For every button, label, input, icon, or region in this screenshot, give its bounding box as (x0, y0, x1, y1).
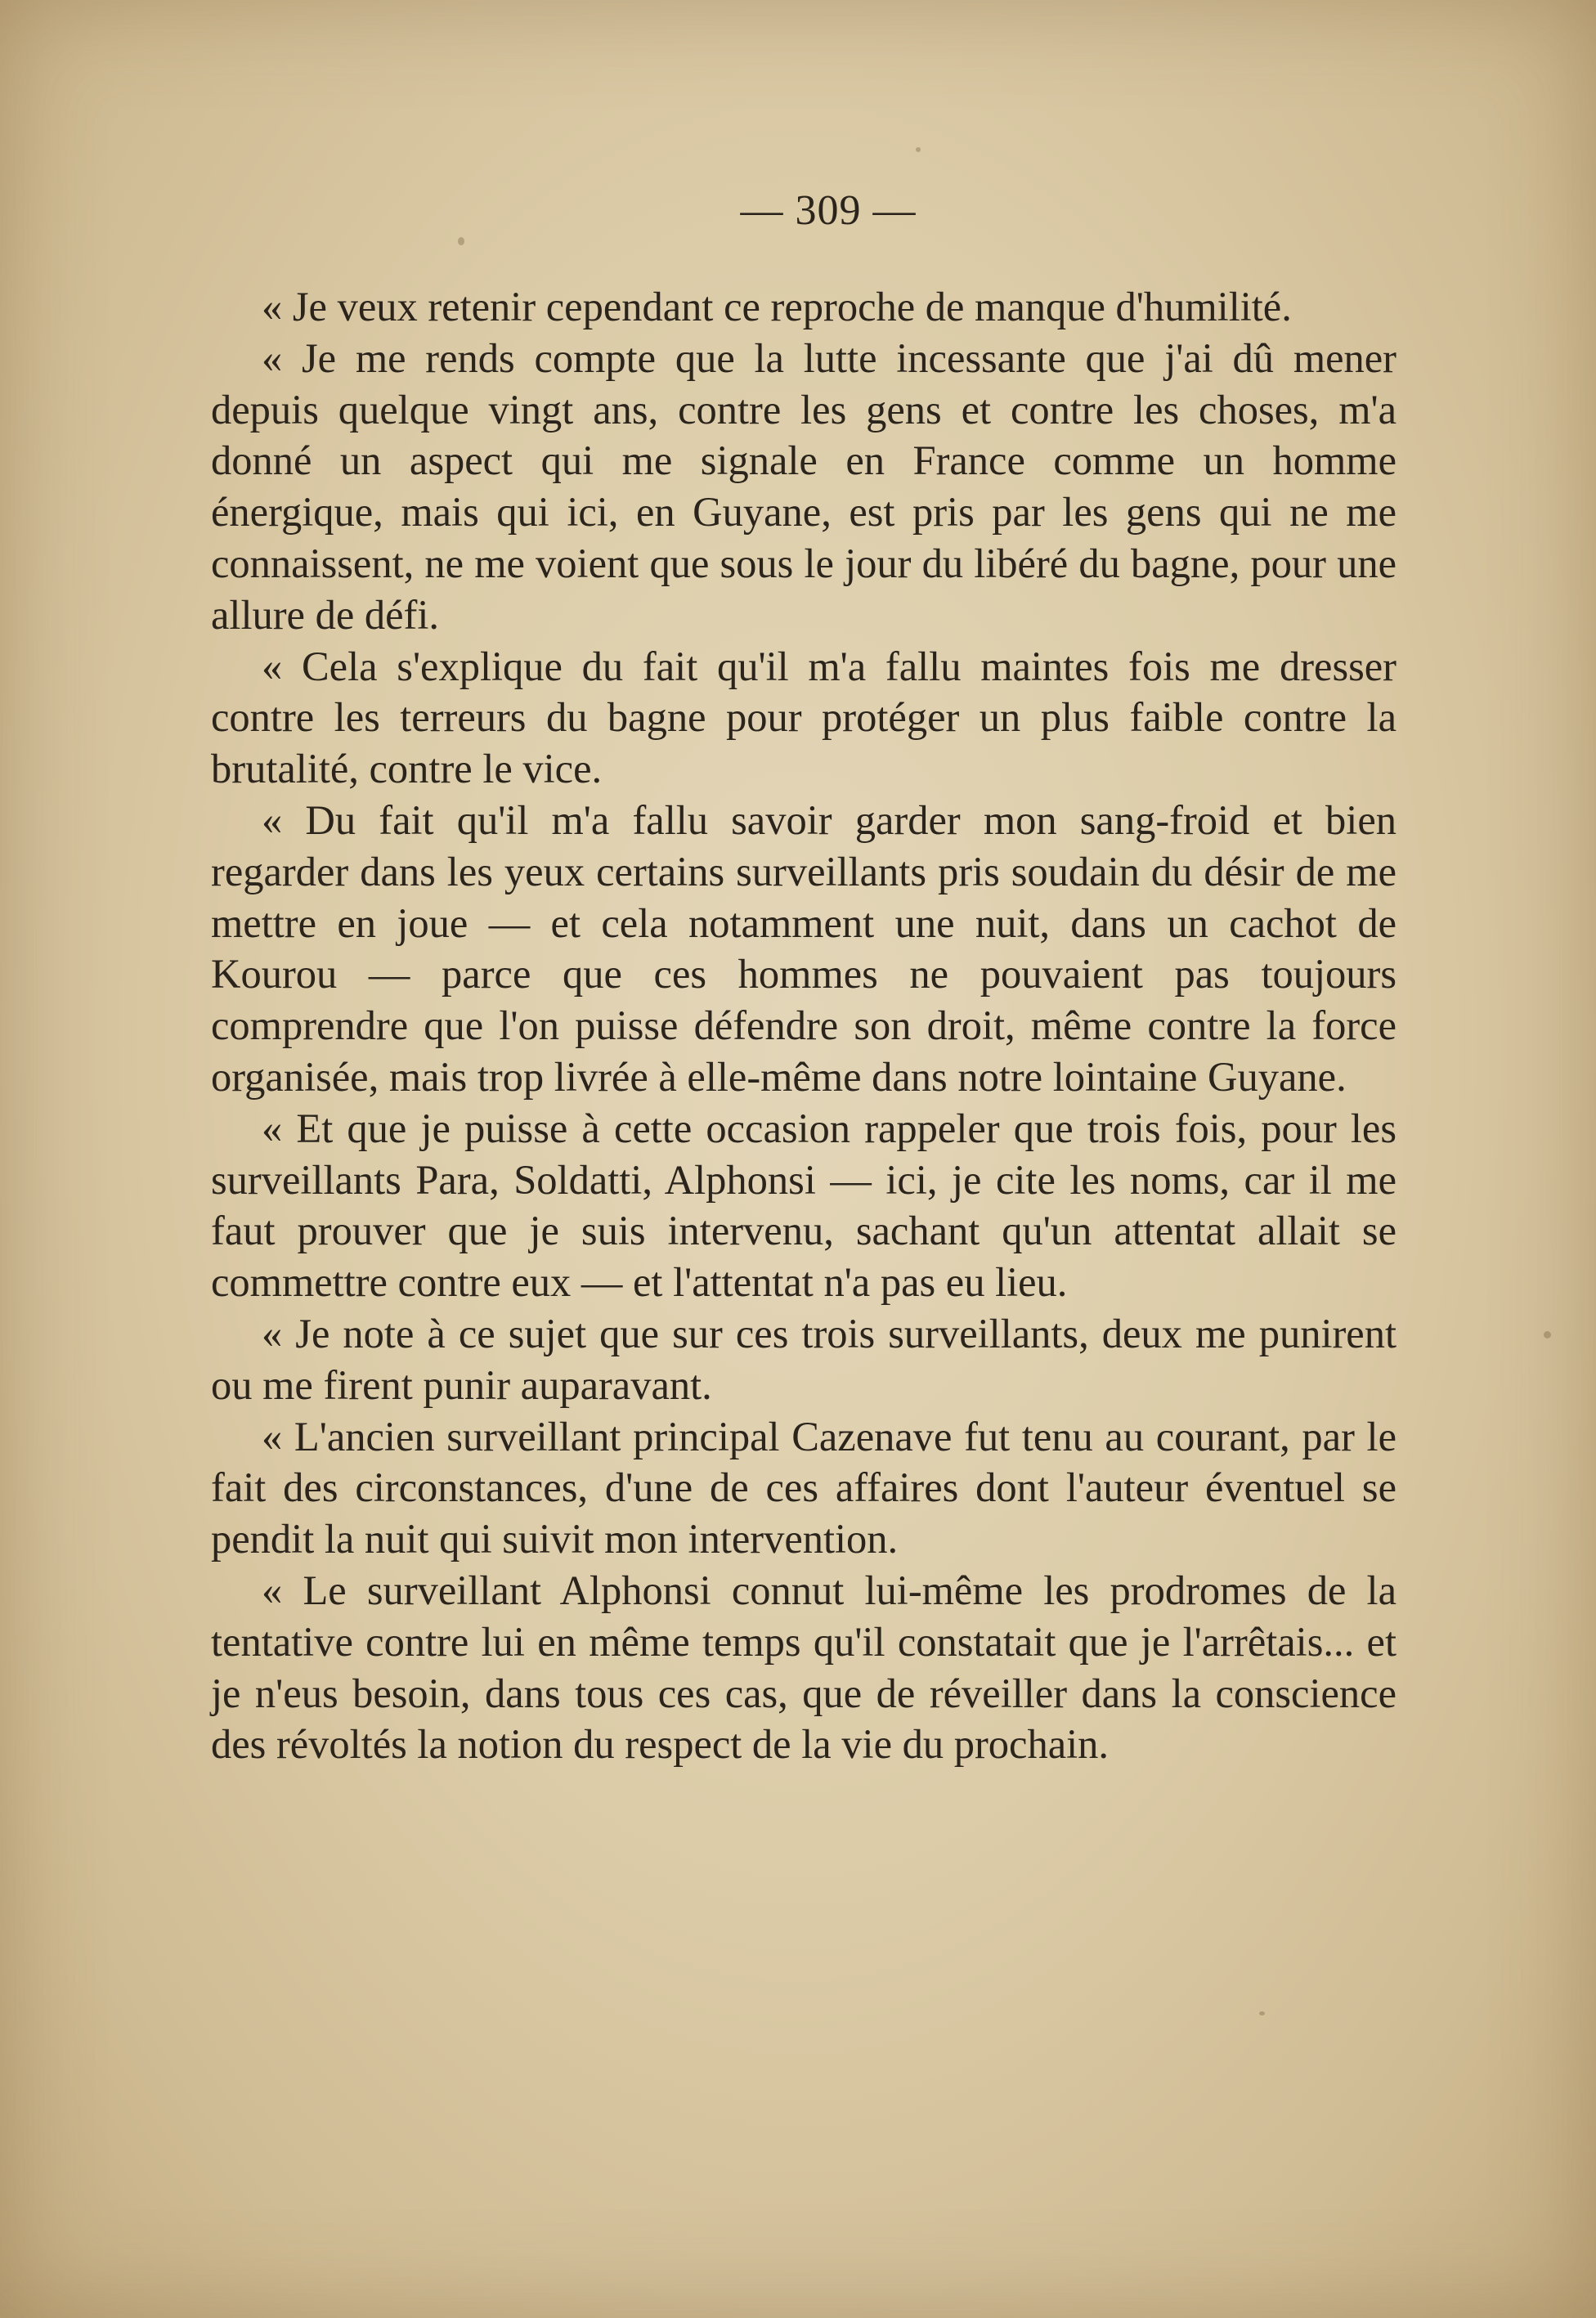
paper-speck (916, 147, 921, 152)
paragraph: « Du fait qu'il m'a fallu savoir garder mon sang-froid et bien regarder dans les yeux certains surveillants pris soudain du désir de me mettre en joue — et cela notamment une nuit, dans un cachot de Kourou — parce que ces hommes ne pouvaient pas toujours comprendre que l'on puisse défendre son droit, même contre la force organisée, mais trop livrée à elle-même dans notre lointaine Guyane. (211, 796, 1396, 1100)
body-text (211, 281, 1396, 1770)
paragraph: « Je me rends compte que la lutte incessante que j'ai dû mener depuis quelque vingt ans, contre les gens et contre les choses, m'a donné un aspect qui me signale en France comme un homme énergique, mais qui ici, en Guyane, est pris par les gens qui ne me connaissent, ne me voient que sous le jour du libéré du bagne, pour une allure de défi. (211, 334, 1396, 638)
paper-speck (1544, 1331, 1551, 1338)
paragraph: « Je veux retenir cependant ce reproche de manque d'humilité. (262, 284, 1292, 330)
paragraph: « Et que je puisse à cette occasion rappeler que trois fois, pour les surveillants Para, Soldatti, Alphonsi — ici, je cite les noms, car il me faut prouver que je suis intervenu, sachant qu'un attentat allait se commettre contre eux — et l'attentat n'a pas eu lieu. (211, 1105, 1396, 1306)
paragraph: « Cela s'explique du fait qu'il m'a fallu maintes fois me dresser contre les terreurs du bagne pour protéger un plus faible contre la brutalité, contre le vice. (211, 643, 1396, 792)
paragraph: « Je note à ce sujet que sur ces trois surveillants, deux me punirent ou me firent punir auparavant. (211, 1310, 1396, 1408)
page-content (211, 178, 1396, 1770)
paper-speck (1259, 2011, 1265, 2015)
paragraph: « L'ancien surveillant principal Cazenave fut tenu au courant, par le fait des circonstances, d'une de ces affaires dont l'auteur éventuel se pendit la nuit qui suivit mon intervention. (211, 1413, 1396, 1563)
paragraph: « Le surveillant Alphonsi connut lui-même les prodromes de la tentative contre lui en même temps qu'il constatait que je l'arrêtais... et je n'eus besoin, dans tous ces cas, que de réveiller dans la conscience des révoltés la notion du respect de la vie du prochain. (211, 1567, 1396, 1768)
page-number: — 309 — (740, 187, 917, 234)
